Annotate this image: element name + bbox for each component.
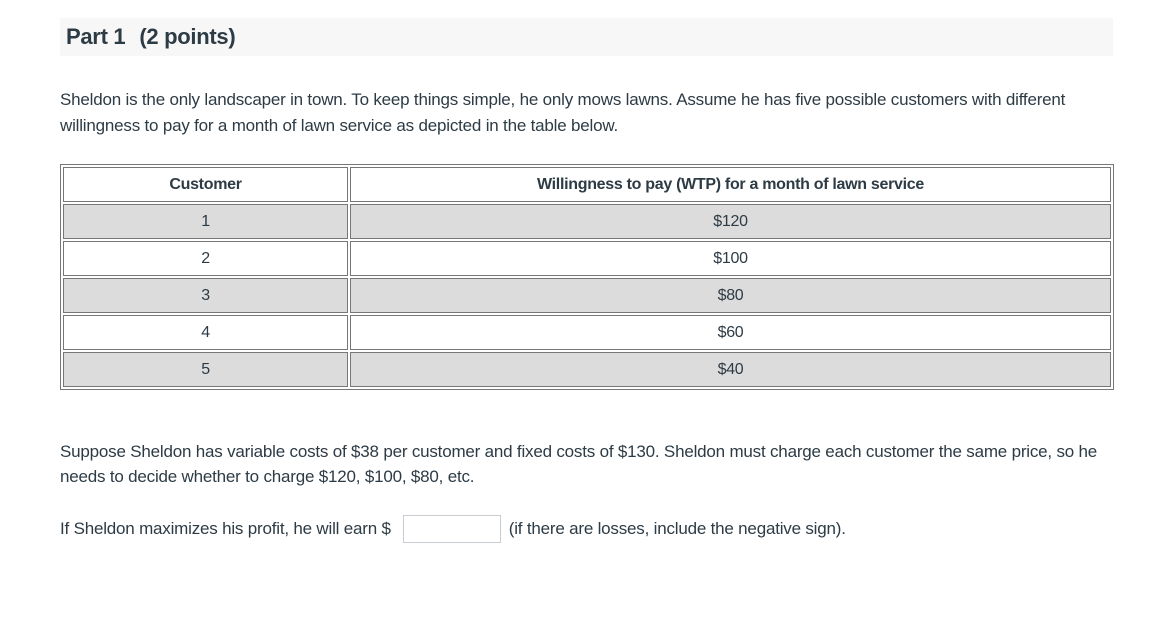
table-row [63, 352, 1111, 387]
table-row [63, 241, 1111, 276]
customer-cell: 5 [63, 352, 348, 387]
customer-column-header: Customer [63, 167, 348, 202]
part-label: Part 1 [66, 24, 126, 49]
wtp-cell: $100 [350, 241, 1111, 276]
part-title [66, 24, 235, 50]
customer-cell: 3 [63, 278, 348, 313]
table-row [63, 278, 1111, 313]
wtp-table [60, 164, 1114, 390]
follow-up-paragraph: Suppose Sheldon has variable costs of $38 per customer and fixed costs of $130. Sheldon must charge each customer the same price, so he needs to decide whether to charge $120, $100, $80, etc. [60, 442, 1098, 486]
intro-paragraph: Sheldon is the only landscaper in town. To keep things simple, he only mows lawns. Assume he has five possible customers with different willingness to pay for a month of lawn service as depicted in the table below. [60, 90, 1066, 135]
table-row [63, 315, 1111, 350]
wtp-cell: $60 [350, 315, 1111, 350]
table-header-row [63, 167, 1111, 202]
table-row [63, 204, 1111, 239]
customer-cell: 1 [63, 204, 348, 239]
customer-cell: 2 [63, 241, 348, 276]
question-prefix: If Sheldon maximizes his profit, he will earn $ [60, 519, 391, 538]
part-header [60, 18, 1113, 56]
wtp-cell: $40 [350, 352, 1111, 387]
wtp-cell: $120 [350, 204, 1111, 239]
question-suffix: (if there are losses, include the negative sign). [508, 519, 846, 538]
points-label: (2 points) [139, 24, 236, 49]
profit-question [60, 515, 846, 543]
wtp-cell: $80 [350, 278, 1111, 313]
profit-answer-input[interactable] [403, 515, 501, 543]
wtp-column-header: Willingness to pay (WTP) for a month of lawn service [350, 167, 1111, 202]
customer-cell: 4 [63, 315, 348, 350]
